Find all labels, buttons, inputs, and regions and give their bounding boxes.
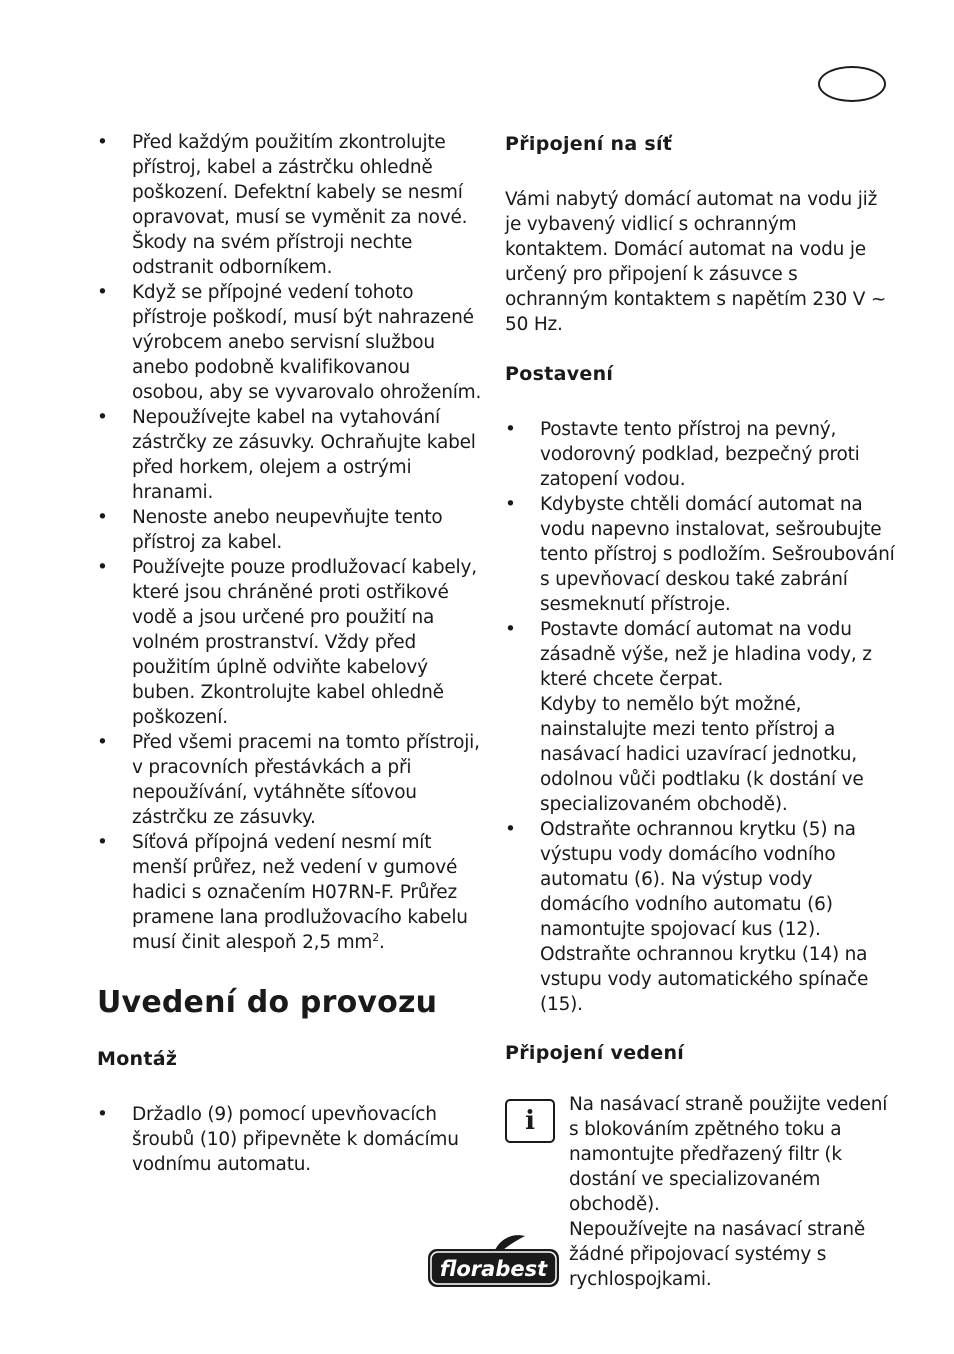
list-item: • Před každým použitím zkontrolujte přístroj, kabel a zástrčku ohledně poškození. Defektní kabely se nesmí opravovat, musí se vyměnit za nové. Škody na svém přístroji nechte odstranit odborníkem. (97, 130, 485, 280)
list-item-text: Síťová přípojná vedení nesmí mít menší průřez, než vedení v gumové hadici s označením H07RN-F. Průřez pramene lana prodlužovacího kabelu musí činit alespoň 2,5 mm (132, 832, 468, 953)
list-item: • Kdybyste chtěli domácí automat na vodu napevno instalovat, sešroubujte tento přístroj s podložím. Sešroubování s upevňovací deskou také zabrání sesmeknutí přístroje. (505, 492, 895, 617)
list-item: • Postavte tento přístroj na pevný, vodorovný podklad, bezpečný proti zatopení vodou. (505, 417, 895, 492)
right-column (505, 130, 895, 1292)
list-item: • Nepoužívejte kabel na vytahování zástrčky ze zásuvky. Ochraňujte kabel před horkem, olejem a ostrými hranami. (97, 405, 485, 505)
list-item-text: Odstraňte ochrannou krytku (14) na vstupu vody automatického spínače (15). (540, 944, 869, 1015)
info-note (505, 1092, 895, 1292)
florabest-logo (425, 1234, 562, 1290)
list-item-text: Kdyby to nemělo být možné, nainstalujte mezi tento přístroj a nasávací hadici uzavírací jednotku, odolnou vůči podtlaku (k dostání ve specializovaném obchodě). (540, 694, 864, 815)
spacer (505, 157, 895, 187)
superscript: 2 (372, 930, 380, 944)
left-column (97, 130, 485, 1177)
list-item: • Používejte pouze prodlužovací kabely, které jsou chráněné proti ostřikové vodě a jsou určené pro použití na volném prostranství. Vždy před použitím úplně odviňte kabelový buben. Zkontrolujte kabel ohledně poškození. (97, 555, 485, 730)
vedeni-heading: Připojení vedení (505, 1042, 685, 1064)
list-item (97, 830, 485, 955)
logo-leaf (495, 1235, 525, 1250)
pripojeni-paragraph: Vámi nabytý domácí automat na vodu již je vybavený vidlicí s ochranným kontaktem. Domácí automat na vodu je určený pro připojení k zásuvce s ochranným kontaktem s napětím 230 V ~ 50 Hz. (505, 189, 887, 335)
list-item-text: • Postavte domácí automat na vodu zásadně výše, než je hladina vody, z které chcete čerpat. (540, 619, 872, 690)
postaveni-bullet-list (505, 417, 895, 1017)
list-item: • Před všemi pracemi na tomto přístroji, v pracovních přestávkách a při nepoužívání, vytáhněte síťovou zástrčku ze zásuvky. (97, 730, 485, 830)
info-note-text (569, 1092, 895, 1292)
info-icon: i (505, 1099, 555, 1143)
pripojeni-heading: Připojení na síť (505, 133, 673, 155)
montaz-heading: Montáž (97, 1048, 178, 1070)
safety-bullet-list (97, 130, 485, 955)
info-paragraph: Na nasávací straně použijte vedení s blokováním zpětného toku a namontujte předřazený filtr (k dostání ve specializovaném obchodě). (569, 1094, 888, 1215)
logo-text: florabest (439, 1257, 548, 1281)
info-paragraph: Nepoužívejte na nasávací straně žádné připojovací systémy s rychlospojkami. (569, 1219, 866, 1290)
list-item-period: . (379, 932, 385, 953)
list-item (505, 617, 895, 817)
list-item: • Když se přípojné vedení tohoto přístroje poškodí, musí být nahrazené výrobcem anebo servisní službou anebo podobně kvalifikovanou osobou, aby se vyvarovalo ohrožením. (97, 280, 485, 405)
spacer (505, 387, 895, 417)
section-title: Uvedení do provozu (97, 985, 438, 1020)
list-item-text: • Odstraňte ochrannou krytku (5) na výstupu vody domácího vodního automatu (6). Na výstup vody domácího vodního automatu (6) namontujte spojovací kus (12). (540, 819, 856, 940)
montaz-bullet-list (97, 1102, 485, 1177)
postaveni-heading: Postavení (505, 363, 614, 385)
spacer (97, 1072, 485, 1102)
list-item: • Nenoste anebo neupevňujte tento přístroj za kabel. (97, 505, 485, 555)
spacer (505, 1066, 895, 1092)
list-item: • Držadlo (9) pomocí upevňovacích šroubů (10) připevněte k domácímu vodnímu automatu. (97, 1102, 485, 1177)
list-item (505, 817, 895, 1017)
language-marker-oval (818, 66, 886, 102)
